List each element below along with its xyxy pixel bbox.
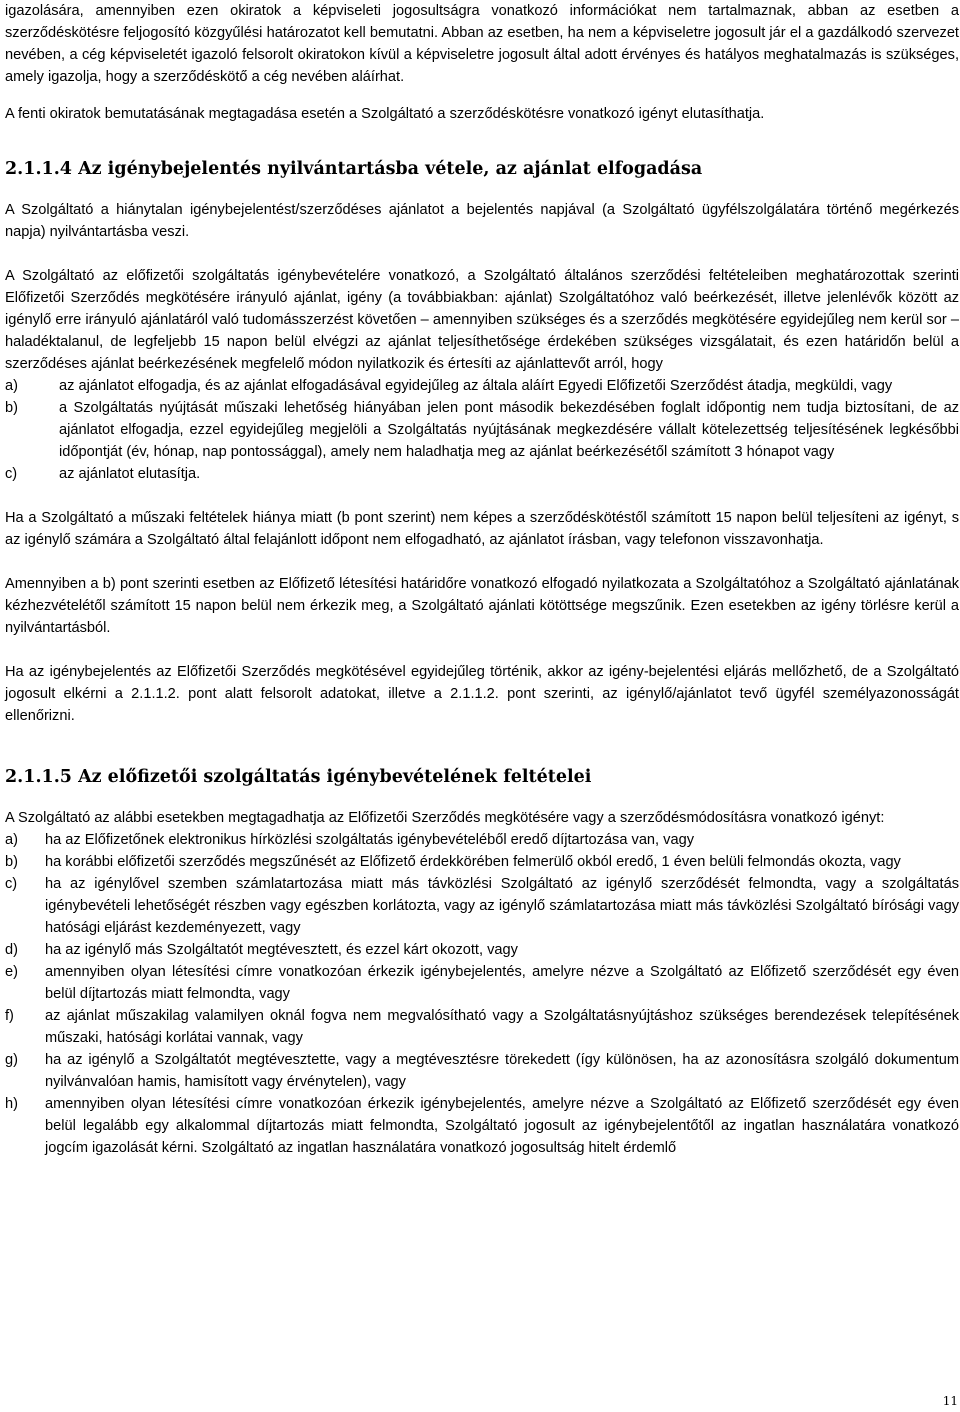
offer-response-list xyxy=(5,375,959,485)
list-item xyxy=(5,873,959,939)
list-item-text: ha az igénylővel szemben számlatartozása miatt más távközlési Szolgáltató az igénylő szerződését felmondta, vagy a szolgáltatás igénybevételi lehetőségét részben vagy egészben korlátozta, vagy az igénylő számlatartozása miatt más távközlési Szolgáltató bírósági vagy hatósági eljárást kezdeményezett, vagy xyxy=(45,876,959,936)
list-item-label: f) xyxy=(5,1008,14,1024)
list-item xyxy=(5,829,959,851)
list-item-text: az ajánlatot elfogadja, és az ajánlat elfogadásával egyidejűleg az általa aláírt Egyedi Előfizetői Szerződést átadja, megküldi, vagy xyxy=(59,378,893,394)
list-item xyxy=(5,375,959,397)
section-heading-2-1-1-5: 2.1.1.5 Az előfizetői szolgáltatás igénybevételének feltételei xyxy=(5,767,592,787)
list-item-text: amennyiben olyan létesítési címre vonatkozóan érkezik igénybejelentés, amelyre nézve a Szolgáltató az Előfizető szerződését egy éven belül díjtartozás miatt felmondta, vagy xyxy=(45,964,959,1002)
section-heading-2-1-1-4: 2.1.1.4 Az igénybejelentés nyilvántartásba vétele, az ajánlat elfogadása xyxy=(5,159,703,179)
list-item-text: amennyiben olyan létesítési címre vonatkozóan érkezik igénybejelentés, amelyre nézve a Szolgáltató az Előfizető szerződését egy éven belül legalább egy alkalommal díjtartozás miatt felmondta, Szolgáltató jogosult az igénybejelentőtől az ingatlan használatára vonatkozó jogcím igazolását kérni. Szolgáltató az ingatlan használatára vonatkozó jogosultság hitelt érdemlő xyxy=(45,1096,959,1156)
paragraph-representation: igazolására, amennyiben ezen okiratok a képviseleti jogosultságra vonatkozó információkat nem tartalmaznak, abban az esetben a szerződéskötésre feljogosító közgyűlési határozatot kell bemutatni. Abban az esetben, ha nem a képviseletre jogosult jár el a gazdálkodó szervezet nevében, a cég képviseletét igazoló felsorolt okiratokon kívül a képviseletre jogosult által adott érvényes és hatályos meghatalmazás is szükséges, amely igazolja, hogy a szerződéskötő a cég nevében aláírhat. xyxy=(5,3,959,85)
list-item-text: ha az Előfizetőnek elektronikus hírközlési szolgáltatás igénybevételéből eredő díjtartozása van, vagy xyxy=(45,832,694,848)
document-page xyxy=(5,0,959,1159)
list-item-text: az ajánlatot elutasítja. xyxy=(59,466,201,482)
list-item xyxy=(5,397,959,463)
paragraph-registration: A Szolgáltató a hiánytalan igénybejelentést/szerződéses ajánlatot a bejelentés napjával (a Szolgáltató ügyfélszolgálatára történő megérkezés napja) nyilvántartásba veszi. xyxy=(5,202,959,240)
list-item-text: a Szolgáltatás nyújtását műszaki lehetőség hiányában jelen pont második bekezdésében foglalt időpontig nem tudja biztosítani, de az ajánlatot elfogadja, ezzel egyidejűleg megjelöli a Szolgáltatás nyújtásának megkezdésére vállalt kötelezettség teljesítésének legkésőbbi időpontját (év, hónap, nap pontossággal), amely nem haladhatja meg az ajánlat beérkezésétől számított 3 hónapot vagy xyxy=(59,400,959,460)
list-item xyxy=(5,1049,959,1093)
paragraph-refusal: A fenti okiratok bemutatásának megtagadása esetén a Szolgáltató a szerződéskötésre vonatkozó igényt elutasíthatja. xyxy=(5,106,765,122)
list-item-label: d) xyxy=(5,942,18,958)
refusal-cases-list xyxy=(5,829,959,1159)
list-item-text: ha az igénylő a Szolgáltatót megtévesztette, vagy a megtévesztésre törekedett (így különösen, ha az azonosításra szolgáló dokumentum nyilvánvalóan hamis, hamisított vagy érvénytelen), vagy xyxy=(45,1052,959,1090)
list-item-text: az ajánlat műszakilag valamilyen oknál fogva nem megvalósítható vagy a Szolgáltatásnyújtáshoz szükséges berendezések telepítésének műszaki, hatósági korlátai vannak, vagy xyxy=(45,1008,959,1046)
list-item-text: ha korábbi előfizetői szerződés megszűnését az Előfizető érdekkörében felmerülő okból eredő, 1 éven belüli felmondás okozta, vagy xyxy=(45,854,901,870)
list-item-label: g) xyxy=(5,1052,18,1068)
list-item-label: e) xyxy=(5,964,18,980)
list-item-label: c) xyxy=(5,876,18,892)
paragraph-refusal-cases-intro: A Szolgáltató az alábbi esetekben megtagadhatja az Előfizetői Szerződés megkötésére vagy a szerződésmódosításra vonatkozó igényt: xyxy=(5,810,885,826)
page-number: 11 xyxy=(942,1394,958,1408)
paragraph-withdrawal: Ha a Szolgáltató a műszaki feltételek hiánya miatt (b pont szerint) nem képes a szerződéskötéstől számított 15 napon belül teljesíteni az igényt, s az igénylő számára a Szolgáltató által felajánlott időpont nem elfogadható, az ajánlatot írásban, vagy telefonon visszavonhatja. xyxy=(5,510,959,548)
list-item xyxy=(5,939,959,961)
list-item-label: a) xyxy=(5,832,18,848)
paragraph-offer-evaluation: A Szolgáltató az előfizetői szolgáltatás igénybevételére vonatkozó, a Szolgáltató általános szerződési feltételeiben meghatározottak szerinti Előfizetői Szerződés megkötésére irányuló ajánlat, igény (a továbbiakban: ajánlat) Szolgáltatóhoz való beérkezését, illetve jelenlévők között az igénylő erre irányuló ajánlatáról való tudomásszerzést követően – amennyiben szükséges és a szerződés megkötésére egyidejűleg nem kerül sor – haladéktalanul, de legfeljebb 15 napon belül elvégzi az ajánlat teljesíthetősége érdekében szükséges vizsgálatait, és ezen határidőn belül a szerződéses ajánlat beérkezésének megfelelő módon nyilatkozik és értesíti az ajánlattevőt arról, hogy xyxy=(5,268,959,372)
list-item-label: h) xyxy=(5,1096,18,1112)
paragraph-acceptance-deadline: Amennyiben a b) pont szerinti esetben az Előfizető létesítési határidőre vonatkozó elfogadó nyilatkozata a Szolgáltatóhoz a Szolgáltató ajánlatának kézhezvételétől számított 15 napon belül nem érkezik meg, a Szolgáltató ajánlati kötöttsége megszűnik. Ezen esetekben az igény törlésre kerül a nyilvántartásból. xyxy=(5,576,959,636)
list-item-text: ha az igénylő más Szolgáltatót megtévesztett, és ezzel kárt okozott, vagy xyxy=(45,942,518,958)
list-item-label: b) xyxy=(5,400,18,416)
list-item xyxy=(5,1093,959,1159)
paragraph-simultaneous-contract: Ha az igénybejelentés az Előfizetői Szerződés megkötésével egyidejűleg történik, akkor az igény-bejelentési eljárás mellőzhető, de a Szolgáltató jogosult elkérni a 2.1.1.2. pont alatt felsorolt adatokat, illetve a 2.1.1.2. pont szerinti, az igénylő/ajánlatot tevő ügyfél személyazonosságát ellenőrizni. xyxy=(5,664,959,724)
list-item xyxy=(5,961,959,1005)
list-item-label: b) xyxy=(5,854,18,870)
list-item-label: a) xyxy=(5,378,18,394)
list-item xyxy=(5,1005,959,1049)
list-item xyxy=(5,463,959,485)
list-item xyxy=(5,851,959,873)
list-item-label: c) xyxy=(5,466,18,482)
